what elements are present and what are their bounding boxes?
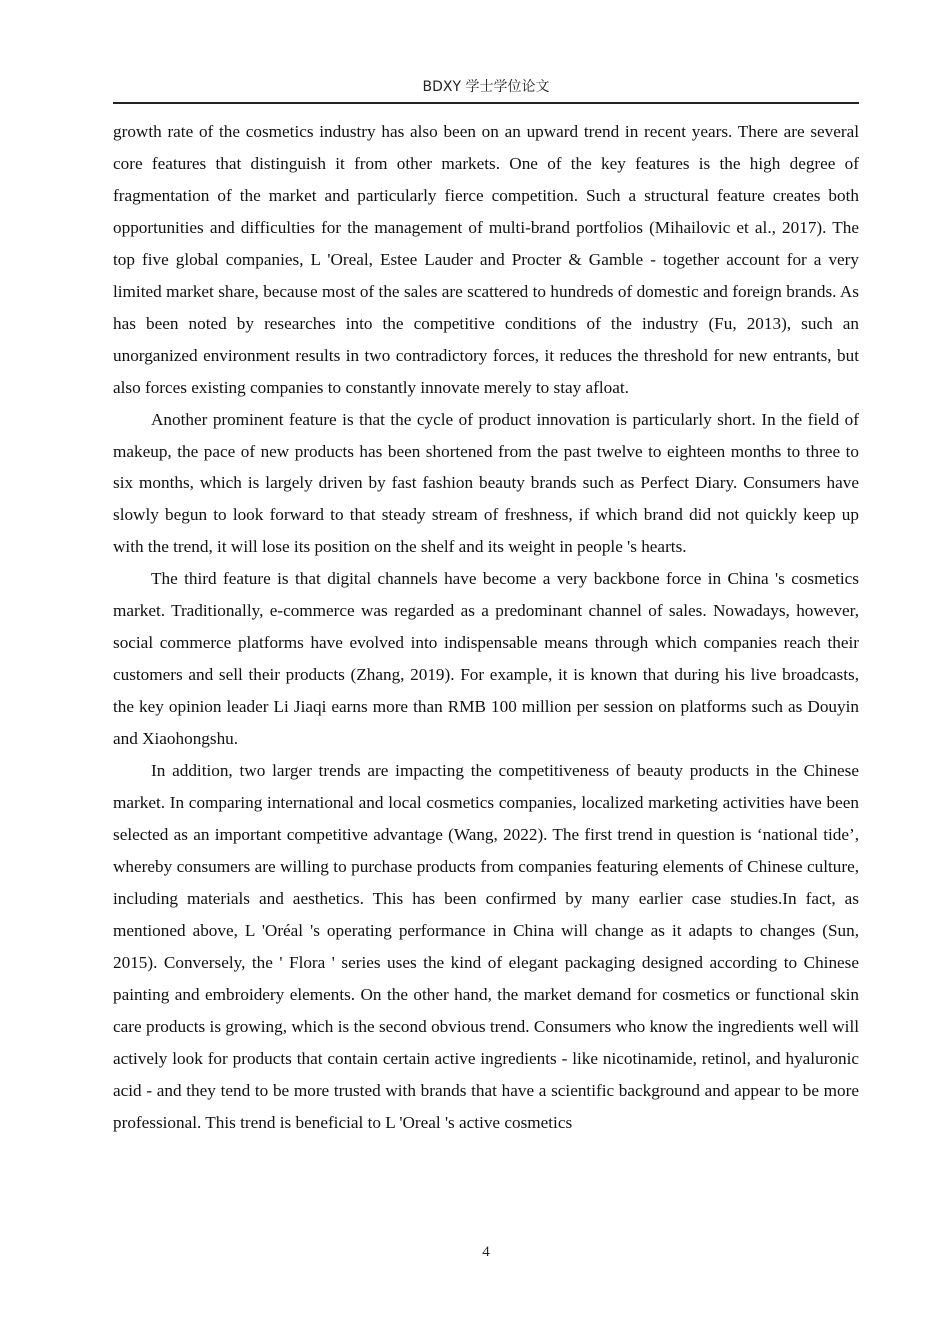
page-number: 4	[482, 1244, 490, 1260]
body-text	[113, 116, 859, 1139]
paragraph-digital-channels: The third feature is that digital channels have become a very backbone force in China 's cosmetics market. Traditionally, e-commerce was regarded as a predominant channel of sales. Nowadays, however, social commerce platforms have evolved into indispensable means through which companies reach their customers and sell their products (Zhang, 2019). For example, it is known that during his live broadcasts, the key opinion leader Li Jiaqi earns more than RMB 100 million per session on platforms such as Douyin and Xiaohongshu.	[113, 569, 859, 749]
paragraph-market-trends: In addition, two larger trends are impacting the competitiveness of beauty products in the Chinese market. In comparing international and local cosmetics companies, localized marketing activities have been selected as an important competitive advantage (Wang, 2022). The first trend in question is ‘national tide’, whereby consumers are willing to purchase products from companies featuring elements of Chinese culture, including materials and aesthetics. This has been confirmed by many earlier case studies.In fact, as mentioned above, L 'Oréal 's operating performance in China will change as it adapts to changes (Sun, 2015). Conversely, the ' Flora ' series uses the kind of elegant packaging designed according to Chinese painting and embroidery elements. On the other hand, the market demand for cosmetics or functional skin care products is growing, which is the second obvious trend. Consumers who know the ingredients well will actively look for products that contain certain active ingredients - like nicotinamide, retinol, and hyaluronic acid - and they tend to be more trusted with brands that have a scientific background and appear to be more professional. This trend is beneficial to L 'Oreal 's active cosmetics	[113, 761, 859, 1132]
paragraph-product-innovation: Another prominent feature is that the cycle of product innovation is particularly short. In the field of makeup, the pace of new products has been shortened from the past twelve to eighteen months to three to six months, which is largely driven by fast fashion beauty brands such as Perfect Diary. Consumers have slowly begun to look forward to that steady stream of freshness, if which brand did not quickly keep up with the trend, it will lose its position on the shelf and its weight in people 's hearts.	[113, 409, 859, 557]
header-title: BDXY 学士学位论文	[422, 79, 550, 95]
paragraph-market-fragmentation: growth rate of the cosmetics industry has also been on an upward trend in recent years. There are several core features that distinguish it from other markets. One of the key features is the high degree of fragmentation of the market and particularly fierce competition. Such a structural feature creates both opportunities and difficulties for the management of multi-brand portfolios (Mihailovic et al., 2017). The top five global companies, L 'Oreal, Estee Lauder and Procter & Gamble - together account for a very limited market share, because most of the sales are scattered to hundreds of domestic and foreign brands. As has been noted by researches into the competitive conditions of the industry (Fu, 2013), such an unorganized environment results in two contradictory forces, it reduces the threshold for new entrants, but also forces existing companies to constantly innovate merely to stay afloat.	[113, 122, 859, 397]
page-header	[113, 76, 859, 104]
